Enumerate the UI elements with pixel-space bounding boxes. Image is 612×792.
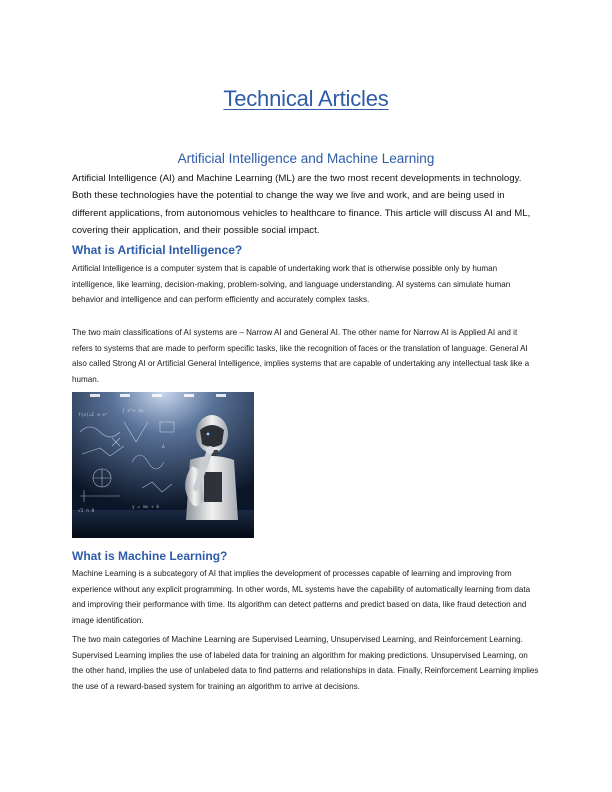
intro-paragraph: Artificial Intelligence (AI) and Machine Learning (ML) are the two most recent developments in technology. Both these technologies have the potential to change the way we live and work, and are being used in different applications, from autonomous vehicles to healthcare to finance. This article will discuss AI and ML, covering their application, and their possible social impact. — [72, 173, 531, 237]
ai-paragraph-1: Artificial Intelligence is a computer system that is capable of undertaking work that is otherwise possible only by human intelligence, like learning, decision-making, problem-solving, and language understanding. AI systems can simulate human behavior and intelligence and can perform efficiently and accurately complex tasks. — [72, 264, 511, 304]
ai-robot-illustration — [72, 392, 254, 538]
ml-section-heading: What is Machine Learning? — [72, 549, 228, 563]
svg-text:√2 π θ: √2 π θ — [78, 509, 95, 514]
article-heading: Artificial Intelligence and Machine Learning — [177, 151, 435, 166]
document-title: Technical Articles — [223, 86, 389, 111]
ai-paragraph-2: The two main classifications of AI systems are – Narrow AI and General AI. The other name for Narrow AI is Applied AI and it refers to systems that are made to perform specific tasks, like the recognition of faces or the translation of language. General AI also called Strong AI or Artificial General Intelligence, implies systems that are capable of undertaking any intellectual task like a human. — [72, 328, 530, 384]
svg-text:Δ: Δ — [162, 445, 165, 450]
svg-text:∫ e^x dx: ∫ e^x dx — [122, 409, 144, 414]
ml-paragraph-1: Machine Learning is a subcategory of AI that implies the development of processes capable of learning and improving from experience without any explicit programming. In other words, ML systems have the capability of automatically learning from data and improving their performance with time. Its algorithm can detect patterns and predict based on data, like fraud detection and image identification. — [72, 569, 531, 625]
svg-text:f(x)=Σ a·xⁿ: f(x)=Σ a·xⁿ — [78, 413, 108, 418]
svg-text:y = mx + b: y = mx + b — [132, 505, 160, 510]
ml-paragraph-2: The two main categories of Machine Learning are Supervised Learning, Unsupervised Learning, and Reinforcement Learning. Supervised Learning implies the use of labeled data for training an algorithm for making predictions. Unsupervised Learning, on the other hand, implies the use of unlabeled data to find patterns and relationships in data. Finally, Reinforcement Learning implies the use of a reward-based system for training an algorithm to arrive at decisions. — [72, 635, 539, 691]
ai-section-heading: What is Artificial Intelligence? — [72, 243, 243, 257]
robot-thinking-image — [72, 392, 254, 538]
